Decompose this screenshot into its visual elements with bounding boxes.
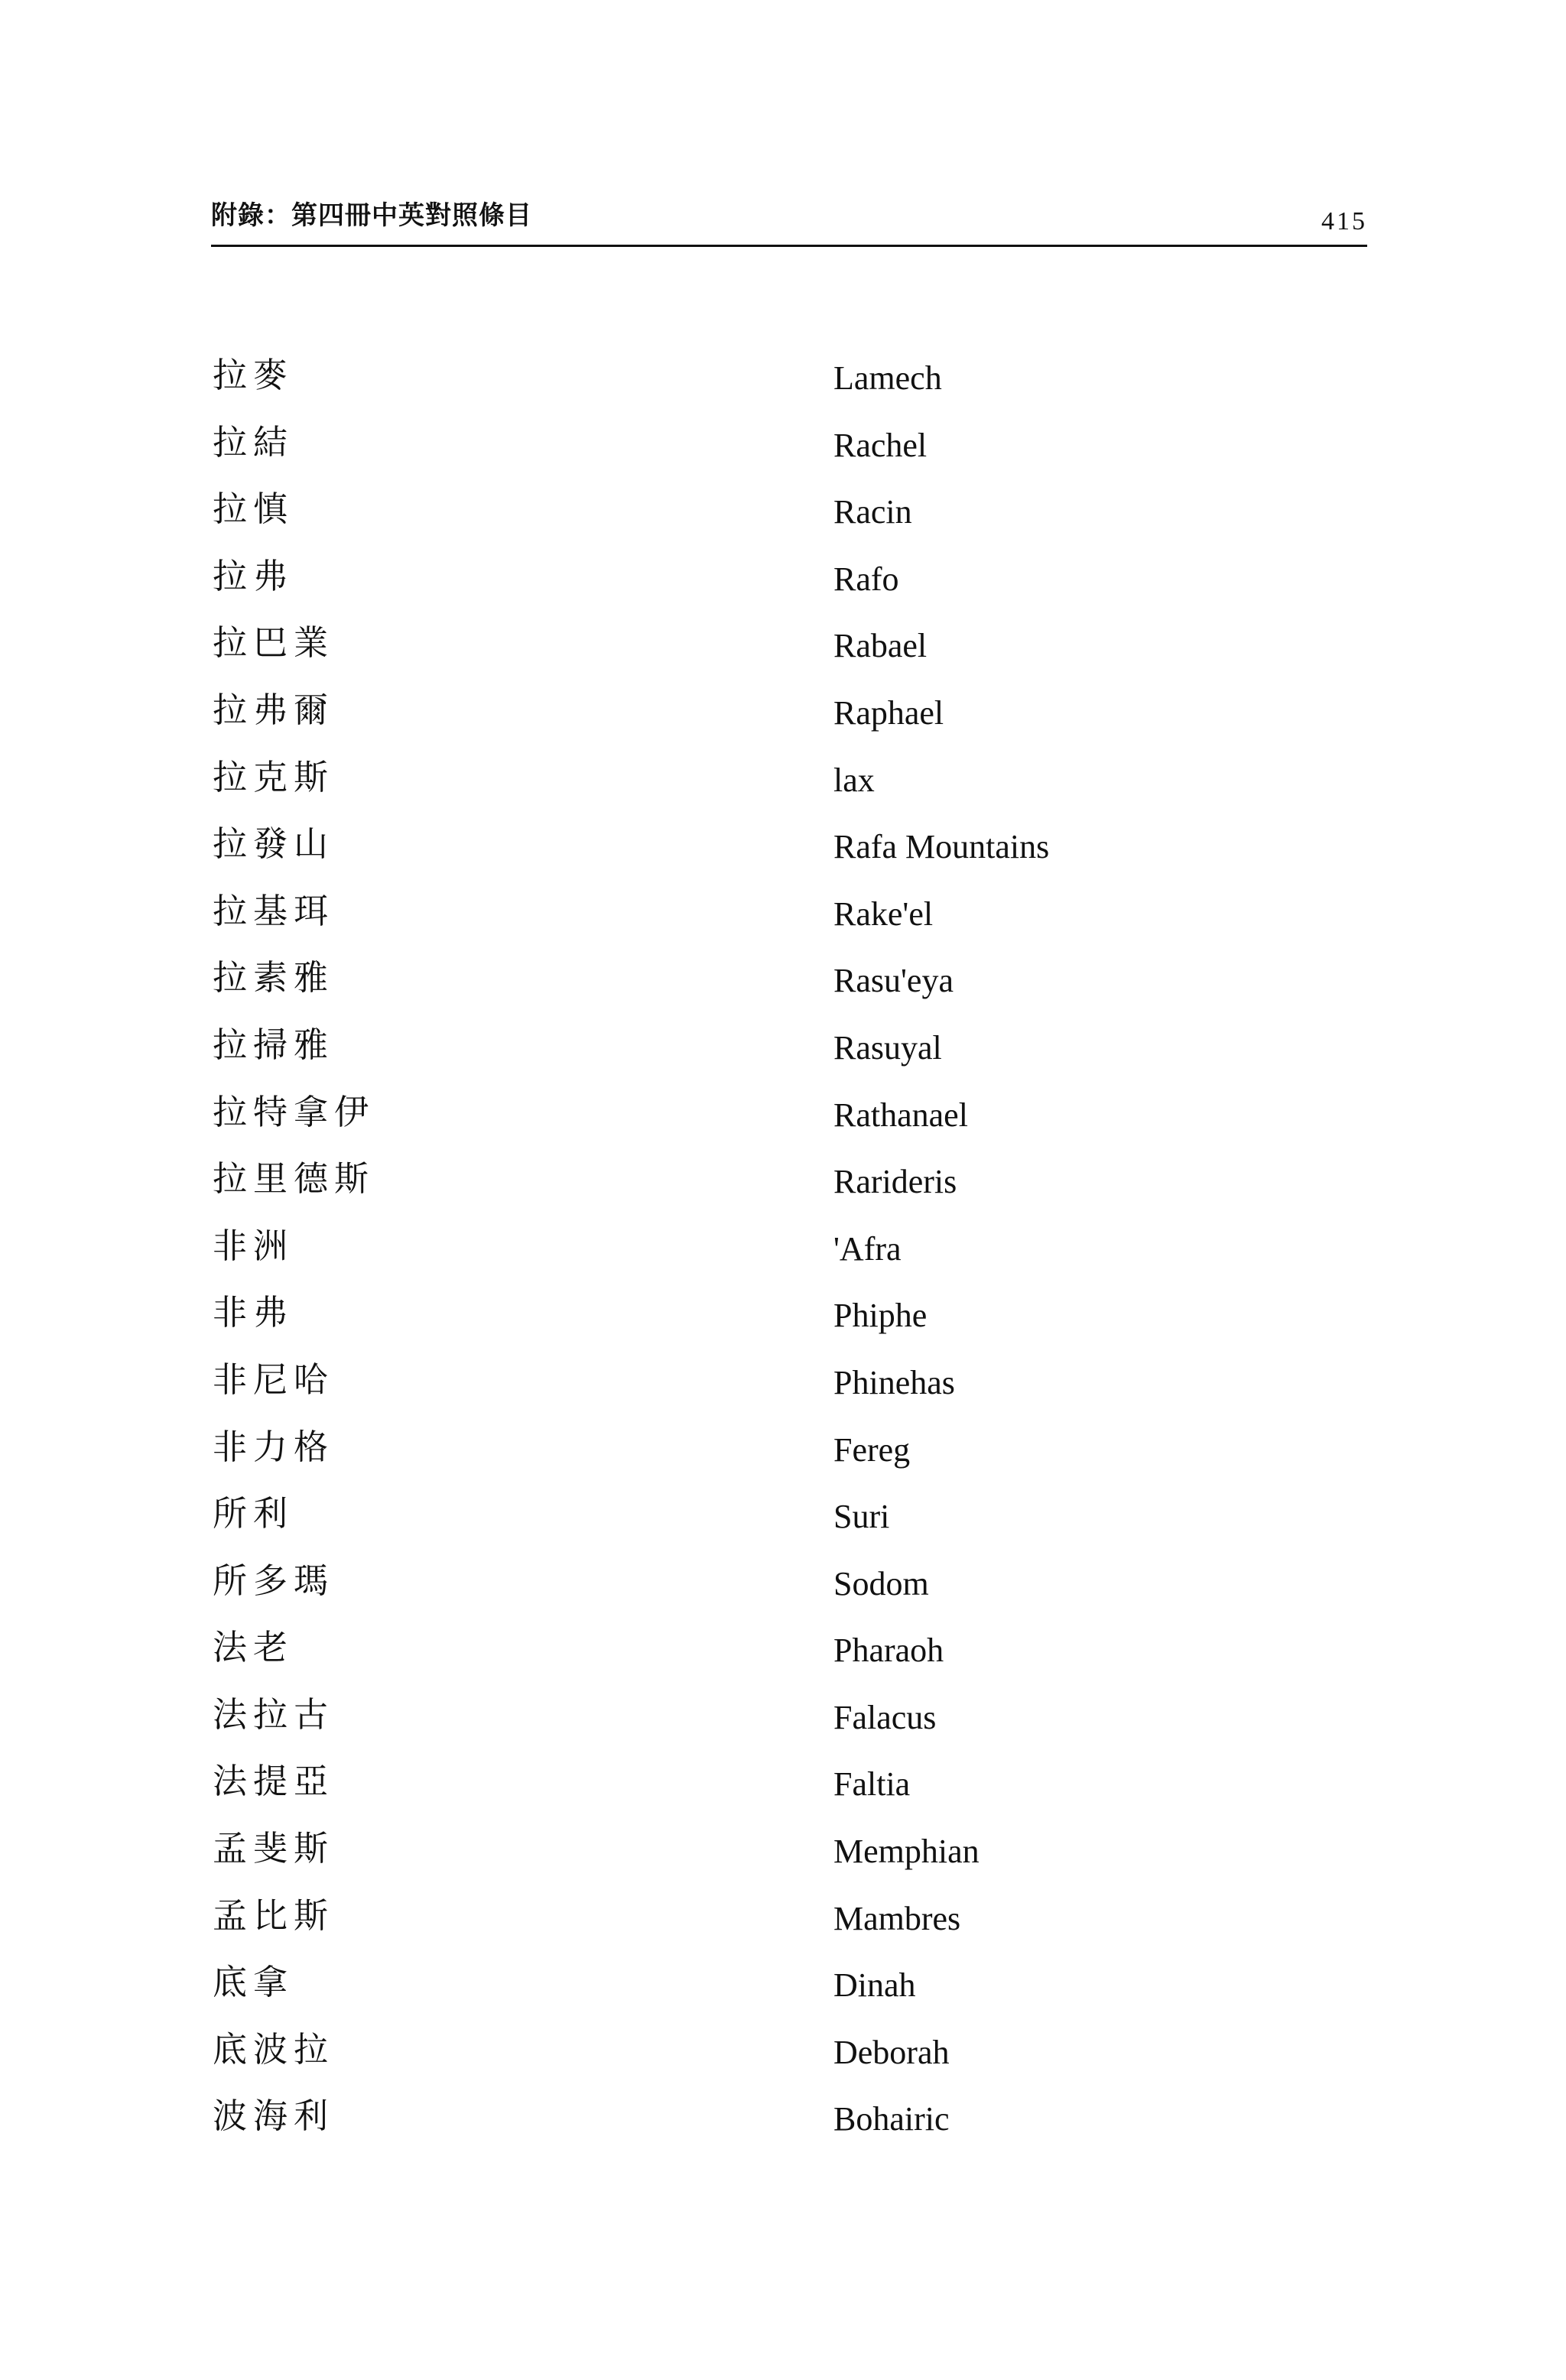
english-term: Rake'el [833, 895, 934, 933]
english-term: Phiphe [833, 1297, 928, 1335]
chinese-term: 拉弗爾 [213, 689, 335, 730]
glossary-list [213, 353, 1130, 2161]
english-term: Deborah [833, 2033, 950, 2071]
english-term: lax [833, 761, 875, 799]
glossary-entry [213, 1492, 1130, 1559]
english-term: Rachel [833, 426, 928, 464]
glossary-entry [213, 889, 1130, 956]
glossary-entry [213, 621, 1130, 688]
chinese-term: 拉發山 [213, 823, 335, 865]
chinese-term: 拉掃雅 [213, 1024, 335, 1065]
glossary-entry [213, 1090, 1130, 1158]
english-term: Suri [833, 1498, 890, 1536]
glossary-entry [213, 1826, 1130, 1894]
chinese-term: 非洲 [213, 1225, 294, 1266]
english-term: Raphael [833, 693, 944, 732]
glossary-entry [213, 1625, 1130, 1693]
chinese-term: 拉基珥 [213, 890, 335, 931]
glossary-entry [213, 956, 1130, 1023]
glossary-entry [213, 1894, 1130, 1961]
chinese-term: 非尼哈 [213, 1359, 335, 1400]
english-term: Mambres [833, 1899, 961, 1937]
glossary-entry [213, 2094, 1130, 2161]
english-term: Rabael [833, 627, 928, 665]
glossary-entry [213, 822, 1130, 889]
glossary-entry [213, 420, 1130, 488]
chinese-term: 拉克斯 [213, 756, 335, 797]
chinese-term: 孟斐斯 [213, 1828, 335, 1869]
english-term: Rathanael [833, 1096, 968, 1134]
chinese-term: 法老 [213, 1627, 294, 1668]
english-term: Rarideris [833, 1163, 957, 1201]
english-term: Rafo [833, 560, 899, 598]
english-term: Faltia [833, 1765, 911, 1804]
chinese-term: 拉巴業 [213, 622, 335, 664]
english-term: Racin [833, 493, 912, 531]
chinese-term: 法提亞 [213, 1761, 335, 1802]
chinese-term: 波海利 [213, 2096, 335, 2137]
english-term: Rafa Mountains [833, 828, 1050, 866]
chinese-term: 孟比斯 [213, 1895, 335, 1936]
english-term: Dinah [833, 1966, 916, 2005]
glossary-entry [213, 1960, 1130, 2028]
page-number: 415 [1321, 207, 1367, 235]
chinese-term: 拉特拿伊 [213, 1091, 375, 1132]
glossary-entry [213, 1759, 1130, 1826]
header-title: 附錄：第四冊中英對照條目 [211, 200, 532, 231]
chinese-term: 拉里德斯 [213, 1158, 375, 1200]
glossary-entry [213, 755, 1130, 823]
glossary-entry [213, 1157, 1130, 1224]
english-term: Fereg [833, 1430, 911, 1469]
chinese-term: 拉弗 [213, 555, 294, 596]
glossary-entry [213, 1224, 1130, 1291]
chinese-term: 拉麥 [213, 355, 294, 395]
english-term: Bohairic [833, 2100, 950, 2138]
glossary-entry [213, 2028, 1130, 2095]
glossary-entry [213, 1023, 1130, 1090]
chinese-term: 拉素雅 [213, 957, 335, 998]
glossary-entry [213, 1291, 1130, 1358]
chinese-term: 拉結 [213, 421, 294, 463]
chinese-term: 非力格 [213, 1426, 335, 1467]
english-term: Memphian [833, 1833, 980, 1871]
glossary-entry [213, 1559, 1130, 1626]
glossary-entry [213, 688, 1130, 755]
glossary-entry [213, 353, 1130, 420]
english-term: 'Afra [833, 1229, 902, 1268]
chinese-term: 底波拉 [213, 2028, 335, 2070]
english-term: Rasu'eya [833, 962, 954, 1000]
chinese-term: 所利 [213, 1493, 294, 1534]
english-term: Falacus [833, 1698, 937, 1736]
chinese-term: 法拉古 [213, 1693, 335, 1735]
english-term: Rasuyal [833, 1028, 942, 1067]
glossary-entry [213, 1425, 1130, 1492]
page-header [211, 200, 1367, 243]
chinese-term: 所多瑪 [213, 1560, 335, 1601]
glossary-entry [213, 1693, 1130, 1760]
english-term: Pharaoh [833, 1632, 944, 1670]
chinese-term: 非弗 [213, 1292, 294, 1333]
glossary-entry [213, 554, 1130, 622]
chinese-term: 拉慎 [213, 489, 294, 530]
english-term: Phinehas [833, 1363, 955, 1401]
glossary-entry [213, 1358, 1130, 1425]
english-term: Sodom [833, 1564, 929, 1602]
english-term: Lamech [833, 359, 942, 397]
chinese-term: 底拿 [213, 1962, 294, 2003]
glossary-entry [213, 487, 1130, 554]
header-rule [211, 245, 1367, 247]
